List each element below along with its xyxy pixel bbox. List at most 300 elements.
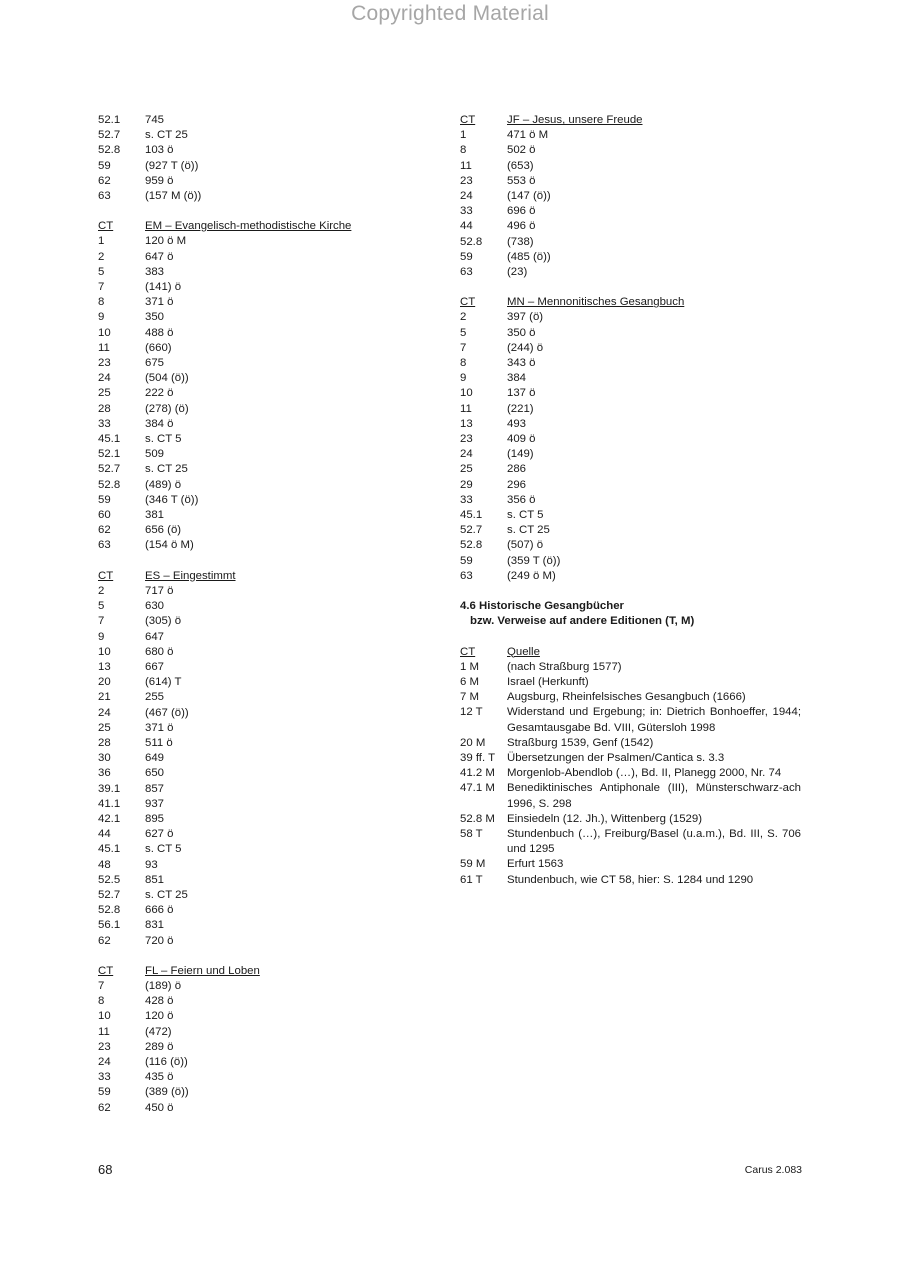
ct-number: 63 — [98, 190, 111, 203]
table-row — [98, 1070, 398, 1085]
table-row — [460, 310, 805, 325]
reference-value: (116 (ö)) — [145, 1055, 188, 1068]
reference-value: Stundenbuch (…), Freiburg/Basel (u.a.m.), Bd. III, S. 706 und 1295 — [507, 827, 801, 856]
table-row — [98, 280, 398, 295]
ct-number: 59 — [98, 1086, 111, 1099]
ct-number: 20 M — [460, 736, 486, 749]
ct-number: 24 — [98, 372, 111, 385]
table-row — [98, 1040, 398, 1055]
ct-number: 23 — [98, 357, 111, 370]
reference-value: (660) — [145, 341, 172, 354]
source-row — [460, 675, 805, 690]
table-row — [98, 538, 398, 553]
left-column — [98, 113, 398, 1131]
ct-number: 39 ff. T — [460, 751, 496, 764]
reference-value: 502 ö — [507, 144, 536, 157]
section-title: 4.6 Historische Gesangbücher — [460, 600, 624, 613]
ct-number: 52.1 — [98, 114, 121, 126]
reference-value: (154 ö M) — [145, 539, 194, 552]
reference-value: s. CT 5 — [145, 433, 182, 446]
ct-number: 59 — [98, 493, 111, 506]
reference-value: (147 (ö)) — [507, 190, 551, 203]
table-header — [98, 964, 398, 979]
source-row — [460, 736, 805, 751]
table-row — [98, 766, 398, 781]
reference-value: s. CT 25 — [145, 463, 188, 476]
section-subtitle: bzw. Verweise auf andere Editionen (T, M) — [470, 615, 695, 628]
ct-number: 58 T — [460, 827, 483, 840]
table-row — [98, 873, 398, 888]
ct-number: 52.5 — [98, 873, 121, 886]
table-row — [98, 858, 398, 873]
table-row — [98, 1101, 398, 1116]
reference-value: (278) (ö) — [145, 402, 189, 415]
reference-value: 680 ö — [145, 645, 174, 658]
reference-value: 717 ö — [145, 584, 174, 597]
ct-number: 52.8 — [98, 478, 121, 491]
source-row — [460, 660, 805, 675]
hymnal-table — [98, 964, 398, 1116]
table-row — [98, 523, 398, 538]
table-header — [98, 219, 398, 234]
reference-value: (141) ö — [145, 281, 182, 294]
reference-value: 696 ö — [507, 205, 536, 218]
hymnal-table — [460, 295, 805, 584]
reference-value: Übersetzungen der Psalmen/Cantica s. 3.3 — [507, 751, 725, 764]
reference-value: (927 T (ö)) — [145, 159, 199, 172]
hymnal-table — [460, 113, 805, 280]
ct-number: 29 — [460, 478, 473, 491]
table-header — [460, 645, 805, 660]
reference-value: 222 ö — [145, 387, 174, 400]
table-row — [460, 250, 805, 265]
reference-value: 450 ö — [145, 1101, 174, 1114]
ct-number: 59 — [98, 159, 111, 172]
table-row — [460, 447, 805, 462]
table-row — [460, 523, 805, 538]
ct-number: CT — [98, 569, 114, 582]
table-header — [460, 113, 805, 128]
ct-number: 9 — [98, 630, 105, 643]
reference-value: s. CT 25 — [145, 888, 188, 901]
ct-number: 28 — [98, 736, 111, 749]
table-row — [98, 645, 398, 660]
table-row — [460, 326, 805, 341]
ct-number: 52.8 M — [460, 812, 495, 825]
hymnal-table — [98, 113, 398, 204]
table-row — [460, 371, 805, 386]
table-row — [98, 1009, 398, 1024]
ct-number: 11 — [98, 341, 110, 354]
reference-value: 471 ö M — [507, 129, 549, 142]
hymnal-table — [98, 569, 398, 949]
table-row — [98, 128, 398, 143]
reference-value: MN – Mennonitisches Gesangbuch — [507, 296, 685, 309]
ct-number: 33 — [460, 493, 473, 506]
reference-value: 384 ö — [145, 417, 174, 430]
table-row — [98, 356, 398, 371]
table-row — [98, 599, 398, 614]
reference-value: 384 — [507, 372, 527, 385]
reference-value: 343 ö — [507, 357, 536, 370]
ct-number: 63 — [460, 266, 473, 279]
reference-value: 350 — [145, 311, 165, 324]
table-row — [460, 204, 805, 219]
ct-number: 8 — [98, 296, 105, 309]
reference-value: 650 — [145, 767, 165, 780]
table-row — [460, 432, 805, 447]
reference-value: (614) T — [145, 676, 182, 689]
ct-number: 30 — [98, 752, 111, 765]
reference-value: 647 — [145, 630, 165, 643]
table-row — [460, 554, 805, 569]
ct-number: 33 — [98, 1071, 111, 1084]
table-row — [460, 143, 805, 158]
right-column — [460, 113, 805, 903]
table-row — [460, 219, 805, 234]
reference-value: (359 T (ö)) — [507, 554, 561, 567]
ct-number: 2 — [460, 311, 467, 324]
ct-number: 24 — [98, 706, 111, 719]
ct-number: 10 — [98, 1010, 111, 1023]
ct-number: 36 — [98, 767, 111, 780]
reference-value: Benediktinisches Antiphonale (III), Münsterschwarz-ach 1996, S. 298 — [507, 782, 801, 810]
ct-number: 12 T — [460, 706, 483, 719]
reference-value: Quelle — [507, 645, 540, 658]
table-row — [460, 462, 805, 477]
ct-number: 45.1 — [460, 509, 483, 522]
ct-number: 52.8 — [98, 144, 121, 157]
ct-number: 39.1 — [98, 782, 121, 795]
reference-value: Erfurt 1563 — [507, 858, 564, 871]
reference-value: s. CT 5 — [507, 509, 544, 522]
table-row — [98, 979, 398, 994]
table-row — [98, 174, 398, 189]
reference-value: (189) ö — [145, 979, 182, 992]
table-row — [98, 1085, 398, 1100]
reference-value: EM – Evangelisch-methodistische Kirche — [145, 220, 352, 233]
ct-number: 44 — [98, 828, 111, 841]
reference-value: (489) ö — [145, 478, 182, 491]
reference-value: (467 (ö)) — [145, 706, 189, 719]
reference-value: 553 ö — [507, 174, 536, 187]
reference-value: 627 ö — [145, 828, 174, 841]
table-row — [98, 310, 398, 325]
ct-number: 5 — [98, 600, 105, 613]
ct-number: 33 — [98, 417, 111, 430]
table-row — [460, 508, 805, 523]
table-row — [460, 478, 805, 493]
ct-number: 7 — [98, 615, 105, 628]
section-heading — [460, 599, 805, 629]
ct-number: 25 — [460, 463, 473, 476]
reference-value: 656 (ö) — [145, 524, 182, 537]
reference-value: 383 — [145, 265, 165, 278]
table-row — [98, 782, 398, 797]
reference-value: 667 — [145, 660, 165, 673]
ct-number: 33 — [460, 205, 473, 218]
reference-value: (504 (ö)) — [145, 372, 189, 385]
source-row — [460, 751, 805, 766]
reference-value: JF – Jesus, unsere Freude — [507, 114, 643, 126]
ct-number: 23 — [460, 174, 473, 187]
table-row — [98, 888, 398, 903]
ct-number: 2 — [98, 250, 105, 263]
table-row — [460, 235, 805, 250]
reference-value: 675 — [145, 357, 165, 370]
ct-number: 63 — [98, 539, 111, 552]
reference-value: 851 — [145, 873, 165, 886]
table-row — [98, 478, 398, 493]
ct-number: 41.1 — [98, 797, 121, 810]
ct-number: 23 — [98, 1040, 111, 1053]
reference-value: 286 — [507, 463, 527, 476]
reference-value: Augsburg, Rheinfelsisches Gesangbuch (1666) — [507, 691, 746, 704]
table-row — [98, 462, 398, 477]
reference-value: 496 ö — [507, 220, 536, 233]
ct-number: 5 — [98, 265, 105, 278]
ct-number: 8 — [98, 995, 105, 1008]
ct-number: 6 M — [460, 675, 479, 688]
ct-number: 21 — [98, 691, 111, 704]
ct-number: 1 — [460, 129, 467, 142]
ct-number: 59 — [460, 250, 473, 263]
reference-value: (nach Straßburg 1577) — [507, 660, 622, 673]
reference-value: s. CT 5 — [145, 843, 182, 856]
table-row — [98, 1055, 398, 1070]
ct-number: 8 — [460, 144, 467, 157]
ct-number: 25 — [98, 721, 111, 734]
reference-value: 435 ö — [145, 1071, 174, 1084]
reference-value: 488 ö — [145, 326, 174, 339]
ct-number: 7 — [98, 281, 105, 294]
ct-number: 62 — [98, 524, 111, 537]
ct-number: 42.1 — [98, 812, 121, 825]
source-row — [460, 873, 805, 888]
ct-number: 52.7 — [460, 524, 483, 537]
ct-number: 1 — [98, 235, 105, 248]
table-row — [98, 159, 398, 174]
ct-number: CT — [98, 220, 114, 233]
table-row — [98, 386, 398, 401]
reference-value: 745 — [145, 114, 165, 126]
ct-number: 63 — [460, 569, 473, 582]
reference-value: (507) ö — [507, 539, 544, 552]
table-row — [98, 295, 398, 310]
reference-value: ES – Eingestimmt — [145, 569, 236, 582]
reference-value: 137 ö — [507, 387, 536, 400]
table-header — [98, 569, 398, 584]
sources-table — [460, 645, 805, 888]
ct-number: 52.8 — [98, 904, 121, 917]
reference-value: Israel (Herkunft) — [507, 675, 589, 688]
reference-value: 647 ö — [145, 250, 174, 263]
table-header — [460, 295, 805, 310]
reference-value: 120 ö M — [145, 235, 187, 248]
table-row — [98, 493, 398, 508]
hymnal-table — [98, 219, 398, 553]
reference-value: 409 ö — [507, 433, 536, 446]
ct-number: 24 — [98, 1055, 111, 1068]
source-row — [460, 766, 805, 781]
table-row — [460, 386, 805, 401]
table-row — [98, 797, 398, 812]
reference-value: 493 — [507, 417, 527, 430]
reference-value: (249 ö M) — [507, 569, 556, 582]
table-row — [98, 994, 398, 1009]
table-row — [98, 903, 398, 918]
table-row — [98, 721, 398, 736]
ct-number: 9 — [460, 372, 467, 385]
table-row — [98, 113, 398, 128]
table-row — [98, 143, 398, 158]
ct-number: 5 — [460, 326, 467, 339]
ct-number: 28 — [98, 402, 111, 415]
table-row — [460, 265, 805, 280]
ct-number: 62 — [98, 934, 111, 947]
reference-value: 356 ö — [507, 493, 536, 506]
reference-value: 511 ö — [145, 736, 173, 749]
reference-value: 103 ö — [145, 144, 174, 157]
source-row — [460, 857, 805, 872]
reference-value: 831 — [145, 919, 165, 932]
ct-number: 24 — [460, 190, 473, 203]
table-row — [460, 341, 805, 356]
reference-value: 93 — [145, 858, 158, 871]
reference-value: (472) — [145, 1025, 172, 1038]
table-row — [98, 326, 398, 341]
table-row — [98, 250, 398, 265]
ct-number: 61 T — [460, 873, 483, 886]
table-row — [98, 842, 398, 857]
reference-value: 666 ö — [145, 904, 174, 917]
ct-number: 52.7 — [98, 888, 121, 901]
table-row — [98, 189, 398, 204]
ct-number: 11 — [460, 402, 472, 415]
reference-value: (244) ö — [507, 341, 544, 354]
table-row — [98, 675, 398, 690]
ct-number: 2 — [98, 584, 105, 597]
ct-number: 20 — [98, 676, 111, 689]
ct-number: 44 — [460, 220, 473, 233]
table-row — [98, 417, 398, 432]
table-row — [460, 189, 805, 204]
table-row — [98, 918, 398, 933]
table-row — [98, 827, 398, 842]
ct-number: 9 — [98, 311, 105, 324]
reference-value: (653) — [507, 159, 534, 172]
table-row — [98, 630, 398, 645]
table-row — [98, 660, 398, 675]
ct-number: 52.7 — [98, 463, 121, 476]
reference-value: Widerstand und Ergebung; in: Dietrich Bonhoeffer, 1944; Gesamtausgabe Bd. VIII, Gütersloh 1998 — [507, 706, 801, 734]
ct-number: 11 — [460, 159, 472, 172]
ct-number: 45.1 — [98, 843, 121, 856]
reference-value: 649 — [145, 752, 165, 765]
ct-number: 41.2 M — [460, 767, 495, 780]
ct-number: 59 M — [460, 858, 486, 871]
ct-number: 60 — [98, 509, 111, 522]
table-row — [98, 432, 398, 447]
reference-value: (305) ö — [145, 615, 182, 628]
ct-number: CT — [98, 964, 114, 977]
ct-number: 13 — [98, 660, 111, 673]
ct-number: 7 — [98, 979, 105, 992]
source-row — [460, 812, 805, 827]
table-row — [98, 1025, 398, 1040]
source-row — [460, 705, 805, 735]
reference-value: Stundenbuch, wie CT 58, hier: S. 1284 und 1290 — [507, 873, 754, 886]
reference-value: s. CT 25 — [145, 129, 188, 142]
table-row — [98, 234, 398, 249]
ct-number: 24 — [460, 448, 473, 461]
publisher-reference: Carus 2.083 — [744, 1164, 802, 1176]
source-row — [460, 827, 805, 857]
table-row — [460, 493, 805, 508]
ct-number: 13 — [460, 417, 473, 430]
reference-value: 857 — [145, 782, 165, 795]
ct-number: CT — [460, 645, 476, 658]
ct-number: 23 — [460, 433, 473, 446]
watermark: Copyrighted Material — [351, 2, 549, 25]
reference-value: 937 — [145, 797, 165, 810]
reference-value: 371 ö — [145, 296, 174, 309]
ct-number: 52.1 — [98, 448, 121, 461]
table-row — [98, 341, 398, 356]
source-row — [460, 781, 805, 811]
reference-value: (346 T (ö)) — [145, 493, 199, 506]
reference-value: 428 ö — [145, 995, 174, 1008]
reference-value: s. CT 25 — [507, 524, 550, 537]
ct-number: 48 — [98, 858, 111, 871]
table-row — [98, 447, 398, 462]
table-row — [98, 508, 398, 523]
ct-number: 10 — [460, 387, 473, 400]
table-row — [460, 417, 805, 432]
table-row — [460, 159, 805, 174]
reference-value: 296 — [507, 478, 527, 491]
table-row — [460, 402, 805, 417]
source-row — [460, 690, 805, 705]
reference-value: 371 ö — [145, 721, 174, 734]
table-row — [98, 614, 398, 629]
reference-value: Morgenlob-Abendlob (…), Bd. II, Planegg 2000, Nr. 74 — [507, 767, 782, 780]
ct-number: 11 — [98, 1025, 110, 1038]
reference-value: Straßburg 1539, Genf (1542) — [507, 736, 654, 749]
ct-number: 7 — [460, 341, 467, 354]
reference-value: 959 ö — [145, 174, 174, 187]
reference-value: 509 — [145, 448, 165, 461]
ct-number: 62 — [98, 1101, 111, 1114]
reference-value: 630 — [145, 600, 165, 613]
table-row — [460, 569, 805, 584]
ct-number: 10 — [98, 645, 111, 658]
reference-value: 350 ö — [507, 326, 536, 339]
table-row — [98, 402, 398, 417]
reference-value: FL – Feiern und Loben — [145, 964, 260, 977]
table-row — [460, 538, 805, 553]
ct-number: 47.1 M — [460, 782, 495, 795]
reference-value: (738) — [507, 235, 534, 248]
ct-number: 52.8 — [460, 539, 483, 552]
ct-number: 52.8 — [460, 235, 483, 248]
ct-number: 25 — [98, 387, 111, 400]
reference-value: (221) — [507, 402, 534, 415]
ct-number: CT — [460, 296, 476, 309]
reference-value: 720 ö — [145, 934, 174, 947]
ct-number: 1 M — [460, 660, 479, 673]
ct-number: 7 M — [460, 691, 479, 704]
